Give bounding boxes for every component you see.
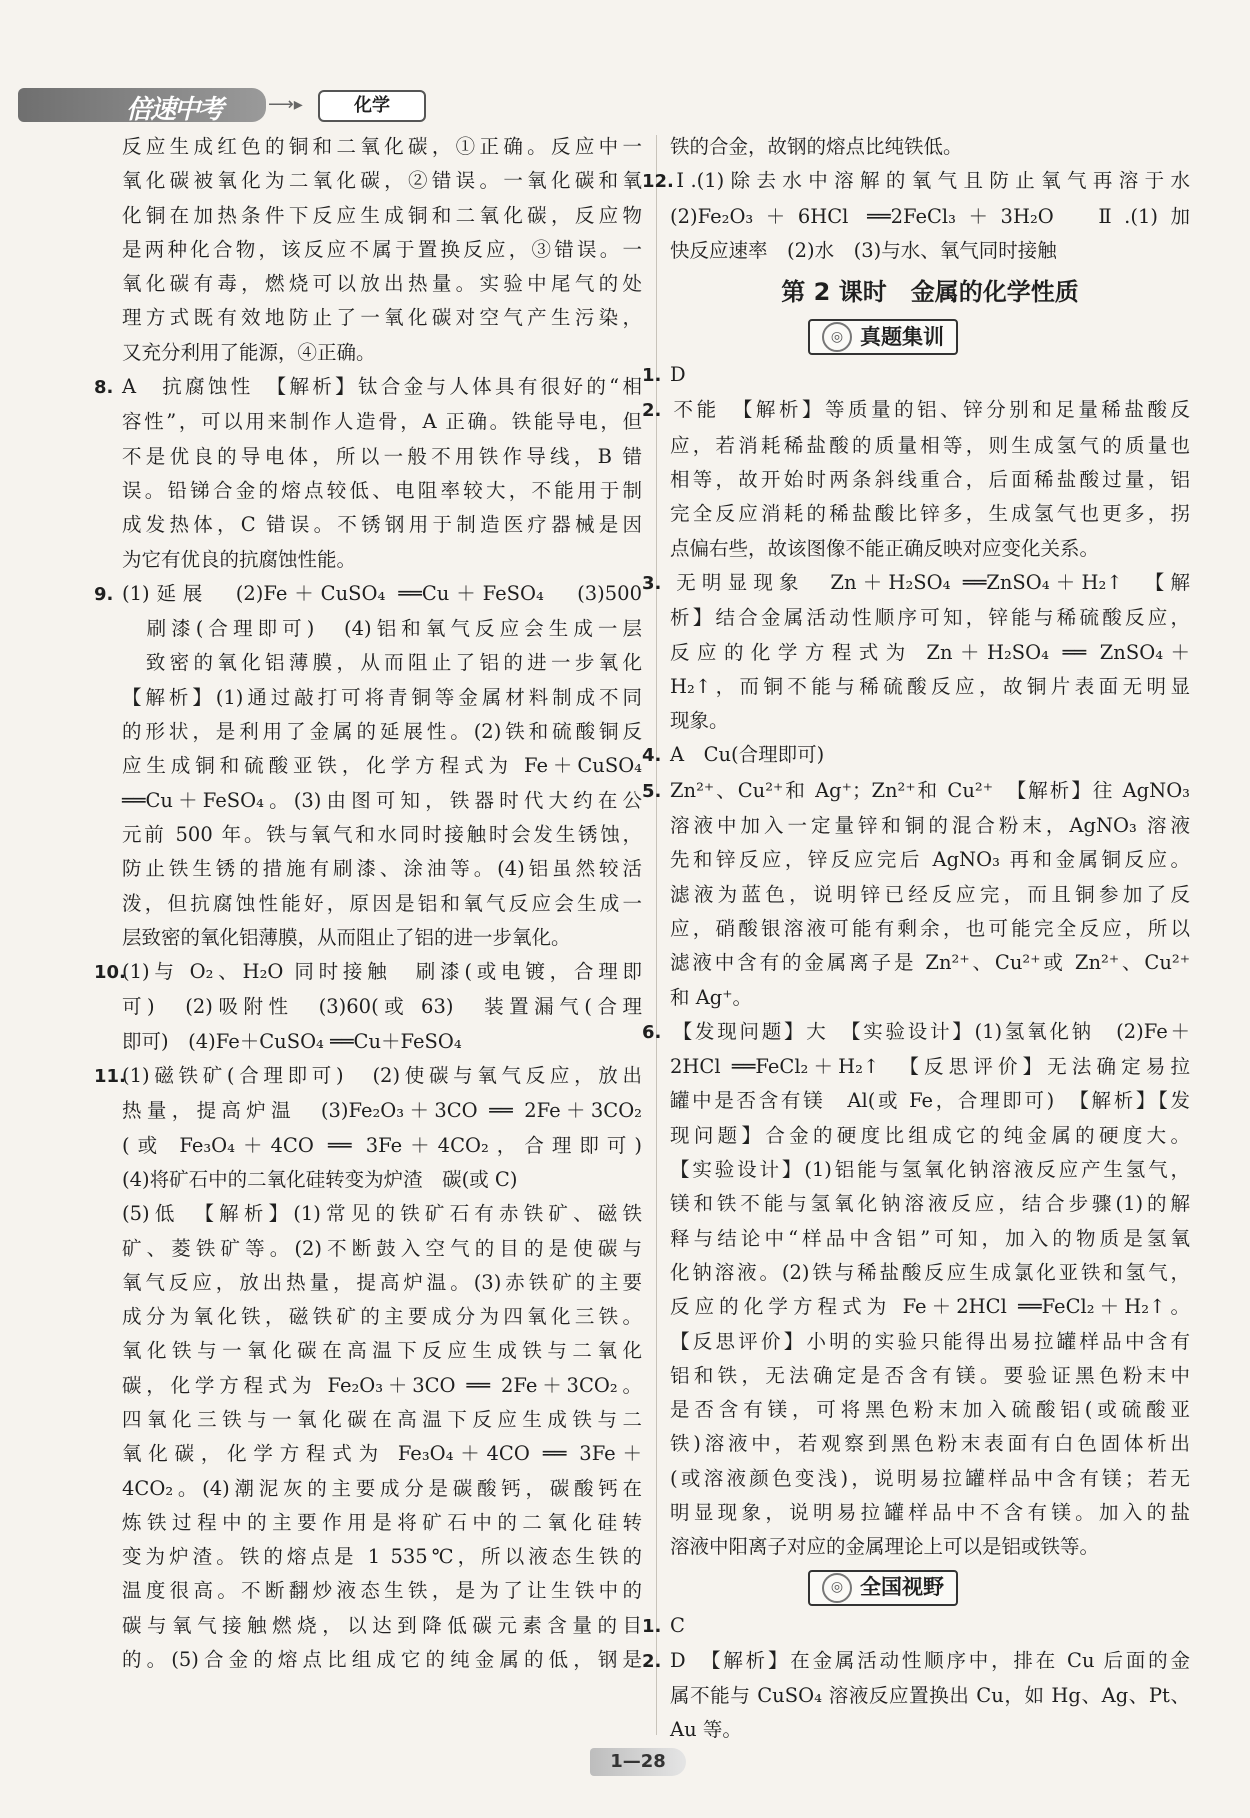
text-line <box>670 636 1190 670</box>
line-text: 反应的化学方程式为 Zn＋H₂SO₄ ══ ZnSO₄＋ <box>670 640 1190 664</box>
text-line <box>122 508 642 542</box>
line-text: 溶液中阳离子对应的金属理论上可以是铝或铁等。 <box>670 1535 1100 1559</box>
line-text: (4)将矿石中的二氧化硅转变为炉渣 碳(或 C) <box>122 1167 518 1191</box>
line-text: 容性”，可以用来制作人造骨，A 正确。铁能导电，但 <box>122 410 642 434</box>
line-text: 氧化碳被氧化为二氧化碳，②错误。一氧化碳和氧 <box>122 169 642 193</box>
line-text: Ⅰ.(1)除去水中溶解的氧气且防止氧气再溶于水 <box>670 169 1190 193</box>
text-line <box>670 1393 1190 1427</box>
line-text: 应生成铜和硫酸亚铁，化学方程式为 Fe＋CuSO₄ <box>122 754 642 778</box>
line-text: 滤液为蓝色，说明锌已经反应完，而且铜参加了反 <box>670 882 1190 906</box>
text-line <box>670 981 1190 1015</box>
section-title: 真题集训 <box>860 325 944 350</box>
line-text: 现问题】合金的硬度比组成它的纯金属的硬度大。 <box>670 1123 1190 1147</box>
line-text: 【反思评价】小明的实验只能得出易拉罐样品中含有 <box>670 1329 1190 1353</box>
line-text: (或溶液颜色变浅)，说明易拉罐样品中含有镁；若无 <box>670 1466 1190 1490</box>
line-text: A 抗腐蚀性 【解析】钛合金与人体具有很好的“相 <box>122 375 642 399</box>
line-text: 氧化铁与一氧化碳在高温下反应生成铁与二氧化 <box>122 1339 642 1363</box>
line-text: A Cu(合理即可) <box>670 743 825 767</box>
series-logo-text: 倍速中考 <box>126 95 223 125</box>
line-text: 成发热体，C 错误。不锈钢用于制造医疗器械是因 <box>122 513 642 537</box>
text-line <box>122 1300 642 1334</box>
section-title: 全国视野 <box>860 1575 944 1600</box>
line-text: 明显现象，说明易拉罐样品中不含有镁。加入的盐 <box>670 1500 1190 1524</box>
line-text: D 【解析】在金属活动性顺序中，排在 Cu 后面的金 <box>670 1648 1190 1672</box>
text-line <box>642 164 1190 199</box>
section-banner-zhenti <box>670 316 1190 356</box>
text-line <box>642 1644 1190 1679</box>
line-text: 是否含有镁，可将黑色粉末加入硫酸铝(或硫酸亚 <box>670 1398 1190 1422</box>
text-line <box>642 1609 1190 1644</box>
text-line <box>670 1084 1190 1118</box>
text-line <box>670 1290 1190 1324</box>
line-text: 铝和铁，无法确定是否含有镁。要验证黑色粉末中 <box>670 1363 1190 1387</box>
line-text: 误。铅锑合金的熔点较低、电阻率较大，不能用于制 <box>122 478 642 502</box>
line-text: 的。(5)合金的熔点比组成它的纯金属的低，钢是 <box>122 1648 642 1672</box>
line-text: 又充分利用了能源，④正确。 <box>122 340 376 364</box>
text-line <box>122 1094 642 1128</box>
question-number: 11. <box>94 1066 126 1088</box>
text-line <box>122 887 642 921</box>
line-text: 反应生成红色的铜和二氧化碳，①正确。反应中一 <box>122 135 642 158</box>
line-text: 不能 【解析】等质量的铝、锌分别和足量稀盐酸反 <box>670 398 1190 422</box>
line-text: 4CO₂。(4)潮泥灰的主要成分是碳酸钙，碳酸钙在 <box>122 1476 642 1500</box>
line-text: 变为炉渣。铁的熔点是 1 535℃，所以液态生铁的 <box>122 1545 642 1569</box>
line-text: Zn²⁺、Cu²⁺和 Ag⁺；Zn²⁺和 Cu²⁺ 【解析】往 AgNO₃ <box>670 778 1190 802</box>
line-text: 析】结合金属活动性顺序可知，锌能与稀硫酸反应， <box>670 606 1190 630</box>
line-text: 碳与氧气接触燃烧，以达到降低碳元素含量的目 <box>122 1613 642 1637</box>
text-line <box>94 577 642 612</box>
line-text: 溶液中加入一定量锌和铜的混合粉末，AgNO₃ 溶液 <box>670 814 1190 838</box>
lesson-title: 第 2 课时 金属的化学性质 <box>781 278 1079 307</box>
text-line <box>670 809 1190 843</box>
line-text: 四氧化三铁与一氧化碳在高温下反应生成铁与二 <box>122 1407 642 1431</box>
text-line <box>670 234 1190 268</box>
line-text: 应，硝酸银溶液可能有剩余，也可能完全反应，所以 <box>670 916 1190 940</box>
text-line <box>122 1197 642 1231</box>
text-line <box>122 1403 642 1437</box>
question-number: 8. <box>94 377 114 399</box>
line-text: 泼，但抗腐蚀性能好，原因是铝和氧气反应会生成一 <box>122 891 642 915</box>
line-text: 属不能与 CuSO₄ 溶液反应置换出 Cu，如 Hg、Ag、Pt、 <box>670 1684 1190 1708</box>
series-logo <box>18 88 266 125</box>
line-text: 理方式既有效地防止了一氧化碳对空气产生污染， <box>122 306 642 330</box>
text-line <box>670 1119 1190 1153</box>
line-text: 现象。 <box>670 709 729 733</box>
line-text: 防止铁生锈的措施有刷漆、涂油等。(4)铝虽然较活 <box>122 857 642 881</box>
text-line <box>122 1232 642 1266</box>
text-line <box>670 704 1190 738</box>
text-line <box>122 1472 642 1506</box>
question-number: 3. <box>642 572 662 594</box>
text-line <box>670 1713 1190 1747</box>
line-text: 【实验设计】(1)铝能与氢氧化钠溶液反应产生氢气， <box>670 1158 1190 1182</box>
page-header <box>18 86 438 126</box>
line-text: 成分为氧化铁，磁铁矿的主要成分为四氧化三铁。 <box>122 1305 642 1329</box>
text-line <box>122 301 642 335</box>
line-text: 是两种化合物，该反应不属于置换反应，③错误。一 <box>122 237 642 261</box>
line-text: ══Cu＋FeSO₄。(3)由图可知，铁器时代大约在公 <box>122 788 642 812</box>
text-line <box>122 474 642 508</box>
line-text: 层致密的氧化铝薄膜，从而阻止了铝的进一步氧化。 <box>122 925 571 949</box>
text-line <box>122 715 642 749</box>
text-line <box>642 393 1190 428</box>
line-text: 罐中是否含有镁 Al(或 Fe，合理即可) 【解析】【发 <box>670 1089 1190 1113</box>
text-line <box>670 532 1190 566</box>
text-line <box>122 405 642 439</box>
text-line <box>670 130 1190 164</box>
text-line <box>670 1153 1190 1187</box>
arrow-icon: ⟶▸ <box>268 94 303 115</box>
text-line <box>670 1462 1190 1496</box>
line-text: 炼铁过程中的主要作用是将矿石中的二氧化硅转 <box>122 1510 642 1534</box>
line-text: Au 等。 <box>670 1718 742 1742</box>
line-text: 铁)溶液中，若观察到黑色粉末表面有白色固体析出 <box>670 1432 1190 1456</box>
line-text: 氧化碳，化学方程式为 Fe₃O₄＋4CO ══ 3Fe＋ <box>122 1442 642 1466</box>
text-line <box>670 946 1190 980</box>
text-line <box>122 681 642 715</box>
line-text: 【发现问题】大 【实验设计】(1)氢氧化钠 (2)Fe＋ <box>670 1019 1190 1043</box>
text-line <box>122 646 642 680</box>
page-number: 1—28 <box>590 1748 686 1776</box>
text-line <box>122 852 642 886</box>
text-line <box>670 200 1190 234</box>
line-text: 无明显现象 Zn＋H₂SO₄ ══ZnSO₄＋H₂↑ 【解 <box>670 570 1190 594</box>
text-line <box>122 818 642 852</box>
line-text: C <box>670 1613 685 1637</box>
text-line <box>670 1325 1190 1359</box>
line-text: 应，若消耗稀盐酸的质量相等，则生成氢气的质量也 <box>670 433 1190 457</box>
text-line <box>122 1266 642 1300</box>
line-text: 氧化碳有毒，燃烧可以放出热量。实验中尾气的处 <box>122 272 642 296</box>
text-line <box>670 1359 1190 1393</box>
line-text: 快反应速率 (2)水 (3)与水、氧气同时接触 <box>670 238 1057 262</box>
line-text: (或 Fe₃O₄＋4CO ══ 3Fe＋4CO₂，合理即可) <box>122 1133 642 1157</box>
question-number: 2. <box>642 400 662 422</box>
text-line <box>642 1015 1190 1050</box>
text-line <box>642 358 1190 393</box>
question-number: 10. <box>94 962 126 984</box>
text-line <box>122 1609 642 1643</box>
text-line <box>122 164 642 198</box>
line-text: 温度很高。不断翻炒液态生铁，是为了让生铁中的 <box>122 1579 642 1603</box>
line-text: 2HCl ══FeCl₂＋H₂↑ 【反思评价】无法确定易拉 <box>670 1055 1190 1079</box>
question-number: 6. <box>642 1021 662 1043</box>
line-text: 元前 500 年。铁与氧气和水同时接触时会发生锈蚀， <box>122 822 642 846</box>
line-text: 即可) (4)Fe＋CuSO₄ ══Cu＋FeSO₄ <box>122 1029 462 1053</box>
section-banner-box <box>808 319 958 355</box>
line-text: (2)Fe₂O₃＋6HCl ══2FeCl₃＋3H₂O Ⅱ.(1)加 <box>670 204 1190 228</box>
text-line <box>122 784 642 818</box>
line-text: 完全反应消耗的稀盐酸比锌多，生成氢气也更多，拐 <box>670 502 1190 526</box>
question-number: 12. <box>642 171 674 193</box>
spiral-icon: ◎ <box>822 322 852 352</box>
text-line <box>122 921 642 955</box>
text-line <box>122 199 642 233</box>
subject-badge: 化学 <box>318 90 426 122</box>
text-line <box>670 1427 1190 1461</box>
right-column <box>642 130 1190 1748</box>
line-text: 致密的氧化铝薄膜，从而阻止了铝的进一步氧化 <box>122 651 642 675</box>
text-line <box>122 1574 642 1608</box>
line-text: 先和锌反应，锌反应完后 AgNO₃ 再和金属铜反应。 <box>670 848 1190 872</box>
text-line <box>94 370 642 405</box>
line-text: 反应的化学方程式为 Fe＋2HCl ══FeCl₂＋H₂↑。 <box>670 1295 1190 1319</box>
line-text: 矿、菱铁矿等。(2)不断鼓入空气的目的是使碳与 <box>122 1236 642 1260</box>
text-line <box>94 1059 642 1094</box>
text-line <box>122 1437 642 1471</box>
text-line <box>670 1256 1190 1290</box>
line-text: 滤液中含有的金属离子是 Zn²⁺、Cu²⁺或 Zn²⁺、Cu²⁺ <box>670 951 1190 975</box>
question-number: 1. <box>642 1615 662 1637</box>
answers-group-zhenti <box>642 358 1190 1564</box>
text-line <box>670 1496 1190 1530</box>
text-line <box>670 843 1190 877</box>
text-line <box>670 1187 1190 1221</box>
line-text: D <box>670 363 686 387</box>
line-text: 和 Ag⁺。 <box>670 985 753 1009</box>
text-line <box>122 336 642 370</box>
text-line <box>122 1369 642 1403</box>
text-line <box>122 1025 642 1059</box>
text-line <box>122 130 642 164</box>
text-line <box>122 1129 642 1163</box>
line-text: 可) (2)吸附性 (3)60(或 63) 装置漏气(合理 <box>122 995 642 1019</box>
line-text: (1)延展 (2)Fe＋CuSO₄ ══Cu＋FeSO₄ (3)500 <box>122 581 642 605</box>
text-line <box>122 1334 642 1368</box>
line-text: (1)与 O₂、H₂O 同时接触 刷漆(或电镀，合理即 <box>122 960 642 984</box>
text-line <box>670 1050 1190 1084</box>
text-line <box>122 612 642 646</box>
question-number: 5. <box>642 780 662 802</box>
text-line <box>670 912 1190 946</box>
text-line <box>122 233 642 267</box>
line-text: 的形状，是利用了金属的延展性。(2)铁和硫酸铜反 <box>122 720 642 744</box>
line-text: 化钠溶液。(2)铁与稀盐酸反应生成氯化亚铁和氢气， <box>670 1260 1190 1284</box>
text-line <box>122 1163 642 1197</box>
line-text: 【解析】(1)通过敲打可将青铜等金属材料制成不同 <box>122 685 642 709</box>
line-text: (1)磁铁矿(合理即可) (2)使碳与氧气反应，放出 <box>122 1064 642 1088</box>
text-line <box>670 429 1190 463</box>
text-line <box>642 774 1190 809</box>
text-line <box>670 1222 1190 1256</box>
text-line <box>122 440 642 474</box>
text-line <box>670 1679 1190 1713</box>
text-line <box>122 1540 642 1574</box>
line-text: 热量，提高炉温 (3)Fe₂O₃＋3CO ══ 2Fe＋3CO₂ <box>122 1099 642 1123</box>
line-text: 碳，化学方程式为 Fe₂O₃＋3CO ══ 2Fe＋3CO₂。 <box>122 1373 642 1397</box>
question-number: 2. <box>642 1650 662 1672</box>
text-line <box>642 738 1190 773</box>
text-line <box>642 566 1190 601</box>
line-text: 化铜在加热条件下反应生成铜和二氧化碳，反应物 <box>122 203 642 227</box>
line-text: 释与结论中“样品中含铝”可知，加入的物质是氢氧 <box>670 1226 1190 1250</box>
section-banner-quanguo <box>670 1567 1190 1607</box>
text-line <box>670 497 1190 531</box>
text-line <box>122 990 642 1024</box>
answers-group-top <box>642 130 1190 268</box>
spiral-icon: ◎ <box>822 1573 852 1603</box>
text-line <box>122 1506 642 1540</box>
answers-group-quanguo <box>642 1609 1190 1748</box>
line-text: 点偏右些，故该图像不能正确反映对应变化关系。 <box>670 536 1100 560</box>
left-column <box>94 130 642 1677</box>
text-line <box>122 267 642 301</box>
line-text: 氧气反应，放出热量，提高炉温。(3)赤铁矿的主要 <box>122 1270 642 1294</box>
text-line <box>122 1643 642 1677</box>
line-text: 为它有优良的抗腐蚀性能。 <box>122 547 357 571</box>
question-number: 4. <box>642 745 662 767</box>
text-line <box>670 601 1190 635</box>
text-line <box>670 1530 1190 1564</box>
text-line <box>670 463 1190 497</box>
text-line <box>670 670 1190 704</box>
question-number: 1. <box>642 365 662 387</box>
question-number: 9. <box>94 583 114 605</box>
text-line <box>122 543 642 577</box>
line-text: 相等，故开始时两条斜线重合，后面稀盐酸过量，铝 <box>670 468 1190 492</box>
text-line <box>94 955 642 990</box>
line-text: (5)低 【解析】(1)常见的铁矿石有赤铁矿、磁铁 <box>122 1202 642 1226</box>
section-banner-box <box>808 1570 958 1606</box>
text-line <box>670 878 1190 912</box>
line-text: 不是优良的导电体，所以一般不用铁作导线，B 错 <box>122 444 642 468</box>
line-text: H₂↑，而铜不能与稀硫酸反应，故铜片表面无明显 <box>670 674 1190 698</box>
text-line <box>122 749 642 783</box>
line-text: 刷漆(合理即可) (4)铝和氧气反应会生成一层 <box>122 617 642 641</box>
line-text: 镁和铁不能与氢氧化钠溶液反应，结合步骤(1)的解 <box>670 1192 1190 1216</box>
line-text: 铁的合金，故钢的熔点比纯铁低。 <box>670 135 963 158</box>
